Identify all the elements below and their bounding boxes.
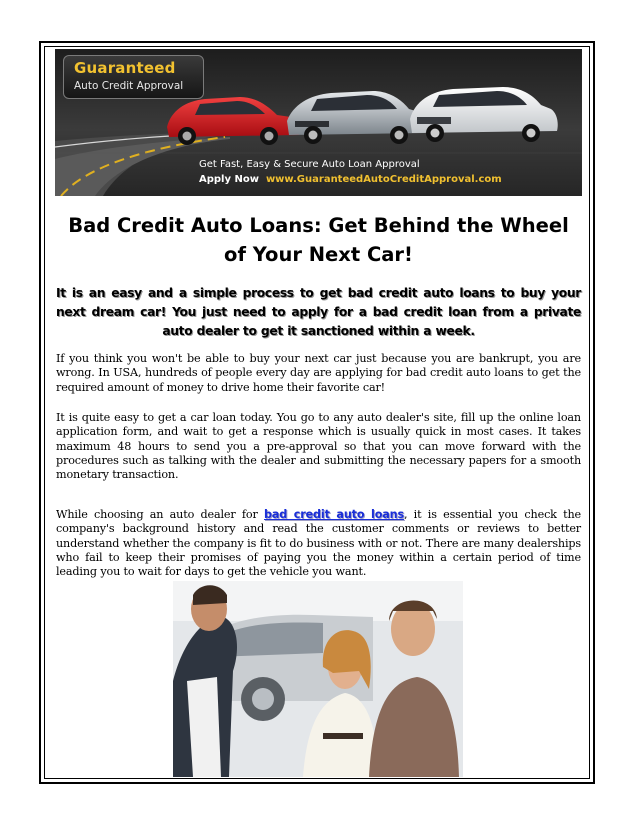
logo-subtitle: Auto Credit Approval	[74, 80, 184, 92]
paragraph-3	[56, 508, 581, 579]
paragraph-3-start: While choosing an auto dealer for	[56, 508, 264, 521]
photo-illustration	[173, 581, 463, 777]
logo-name: Guaranteed	[74, 59, 176, 77]
banner-apply-line	[199, 174, 502, 185]
paragraph-1: If you think you won't be able to buy your next car just because you are bankrupt, you are wrong. In USA, hundreds of people every day are applying for bad credit auto loans to get the required amount of money to drive home their favorite car!	[56, 352, 581, 394]
banner-url: www.GuaranteedAutoCreditApproval.com	[265, 174, 502, 185]
article-subtitle: It is an easy and a simple process to get bad credit auto loans to buy your next dream car! You just need to apply for a bad credit loan from a private auto dealer to get it sanctioned within a week.	[56, 286, 581, 338]
apply-label: Apply Now	[199, 174, 259, 185]
paragraph-3-end: , it is essential you check the company's background history and read the customer comments or reviews to better understand whether the company is fit to do business with or not. There are many dealerships who fail to keep their promises of paying you the money within a certain period of time leading you to wait for days to get the vehicle you want.	[56, 508, 581, 579]
banner-tagline: Get Fast, Easy & Secure Auto Loan Approval	[199, 159, 420, 170]
paragraph-2: It is quite easy to get a car loan today. You go to any auto dealer's site, fill up the online loan application form, and wait to get a response which is usually quick in most cases. It takes maximum 48 hours to send you a pre-approval so that you can move forward with the procedures such as talking with the dealer and submitting the necessary papers for a smooth monetary transaction.	[56, 411, 581, 482]
couple-car-photo	[173, 581, 463, 777]
brand-logo	[63, 55, 204, 99]
header-banner-image	[55, 49, 582, 196]
article-title: Bad Credit Auto Loans: Get Behind the Wheel of Your Next Car!	[68, 214, 569, 266]
bad-credit-auto-loans-link[interactable]: bad credit auto loans	[263, 508, 404, 521]
